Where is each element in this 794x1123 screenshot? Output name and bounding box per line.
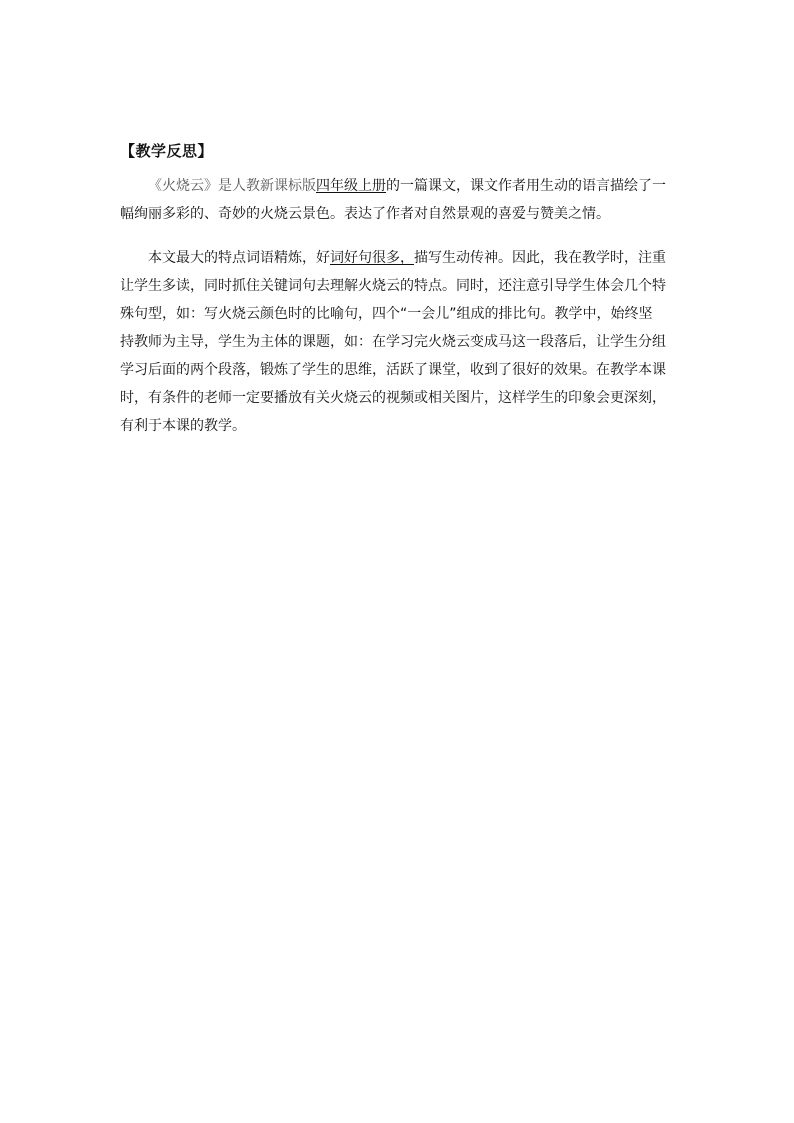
text-run: 描写生动传神。因此，我在教学时，注重: [414, 250, 666, 266]
text-run: 的一篇课文，课文作者用生动的语言描绘了一: [386, 178, 666, 194]
paragraph-line: 时，有条件的老师一定要播放有关火烧云的视频或相关图片，这样学生的印象会更深刻，: [120, 390, 666, 406]
paragraph-line: [120, 244, 666, 272]
section-heading: 【教学反思】: [120, 142, 214, 160]
paragraph-line: 让学生多读，同时抓住关键词句去理解火烧云的特点。同时，还注意引导学生体会几个特: [120, 278, 666, 294]
paragraph-line: 幅绚丽多彩的、奇妙的火烧云景色。表达了作者对自然景观的喜爱与赞美之情。: [120, 206, 610, 222]
paragraph-line: 有利于本课的教学。: [120, 418, 246, 434]
text-run: 本文最大的特点词语精炼，好: [148, 250, 330, 266]
paragraph-reflection: [120, 244, 666, 440]
text-run: 《火烧云》是人教新课标版: [148, 178, 316, 194]
underlined-text: 词好句很多，: [330, 250, 414, 266]
paragraph-line: 学习后面的两个段落，锻炼了学生的思维，活跃了课堂，收到了很好的效果。在教学本课: [120, 362, 666, 378]
paragraph-line: 持教师为主导，学生为主体的课题，如：在学习完火烧云变成马这一段落后，让学生分组: [120, 334, 666, 350]
underlined-text: 四年级上册: [316, 178, 386, 194]
paragraph-line: [120, 172, 666, 200]
paragraph-intro: [120, 172, 666, 228]
paragraph-line: 殊句型，如：写火烧云颜色时的比喻句，四个“一会儿”组成的排比句。教学中，始终坚: [120, 306, 653, 322]
